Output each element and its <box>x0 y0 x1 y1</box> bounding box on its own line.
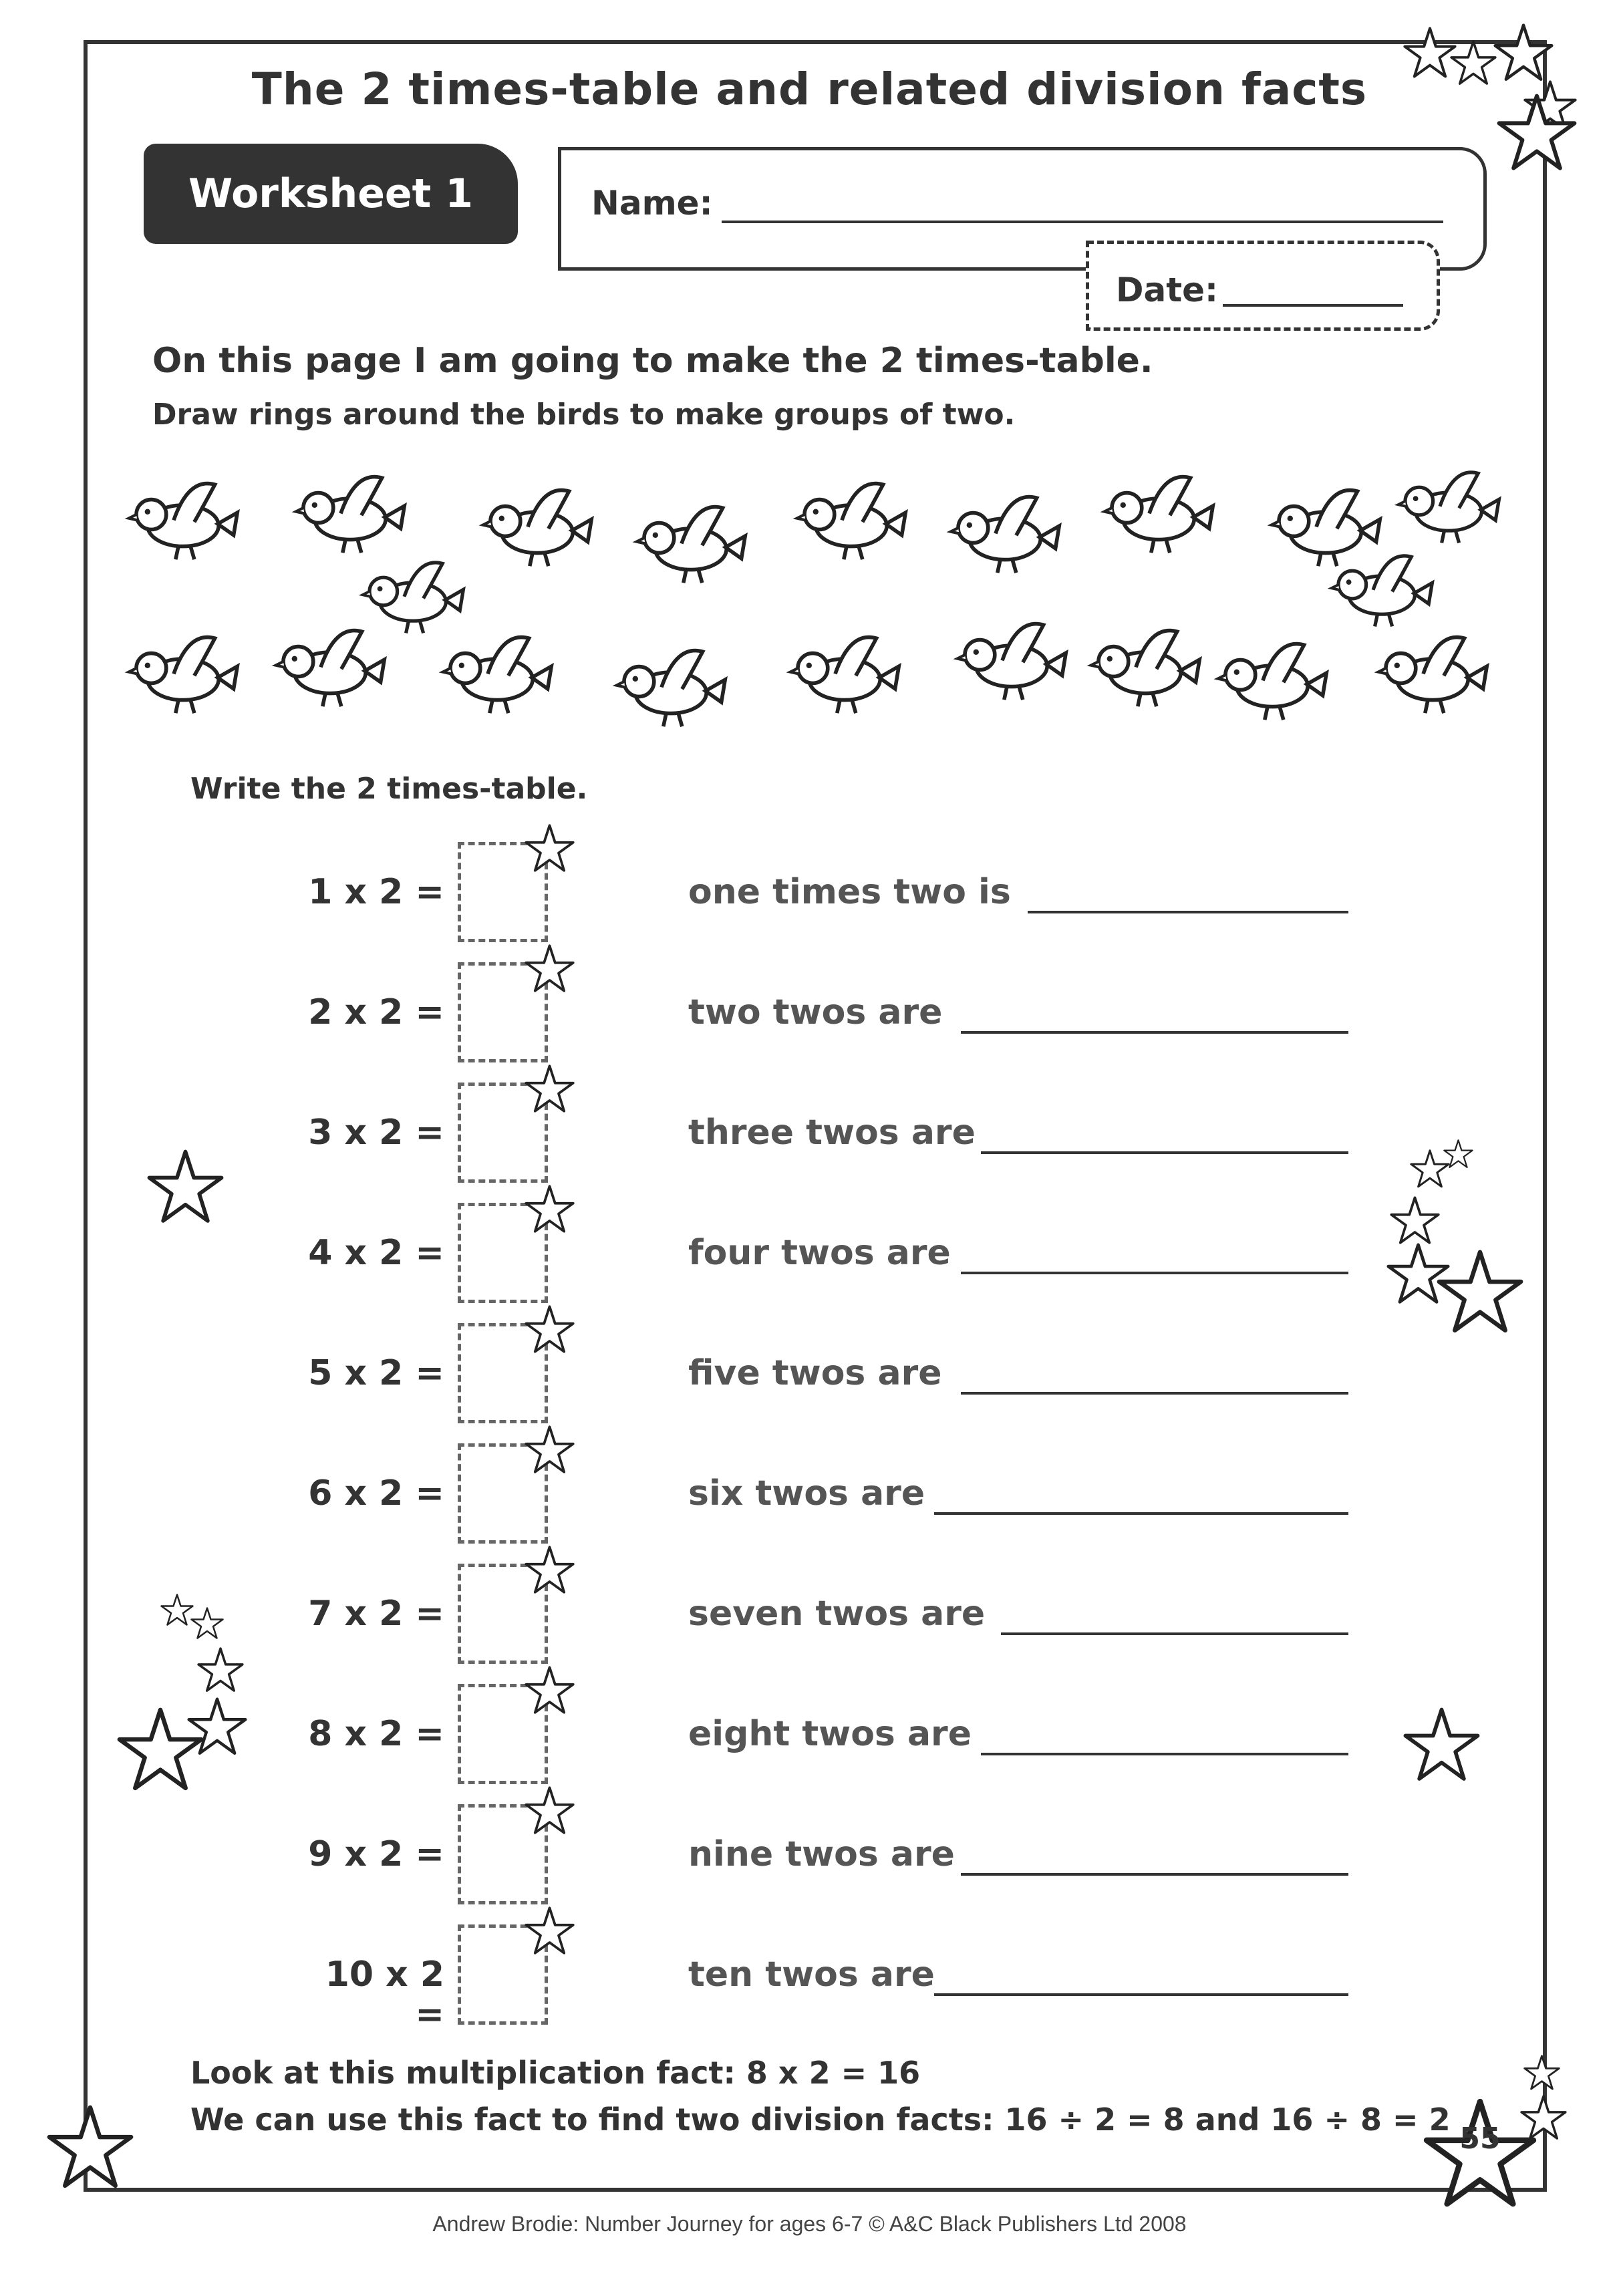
equation: 5 x 2 = <box>308 1353 444 1393</box>
equation: 7 x 2 = <box>308 1594 444 1634</box>
star-icon <box>1437 1250 1523 1336</box>
page-number: 55 <box>1459 2122 1501 2156</box>
words-sentence: three twos are <box>688 1113 976 1153</box>
star-icon <box>160 1594 194 1627</box>
words-answer-line[interactable] <box>961 1873 1348 1876</box>
division-facts: We can use this fact to find two division facts: 16 ÷ 2 = 8 and 16 ÷ 8 = 2 <box>190 2102 1451 2138</box>
bird-icon <box>1272 490 1380 567</box>
words-sentence: eight twos are <box>688 1714 972 1754</box>
words-answer-line[interactable] <box>981 1151 1348 1154</box>
times-table-row <box>0 1113 1619 1219</box>
bird-icon <box>958 624 1066 700</box>
words-answer-line[interactable] <box>981 1753 1348 1755</box>
bird-icon <box>1399 472 1499 543</box>
star-icon <box>190 1607 224 1640</box>
times-table-row <box>0 992 1619 1099</box>
bird-icon <box>797 484 905 560</box>
star-icon <box>525 1666 575 1716</box>
equation: 1 x 2 = <box>308 872 444 912</box>
bird-icon <box>129 484 237 560</box>
bird-icon <box>1332 556 1433 627</box>
star-icon <box>525 1906 575 1957</box>
star-icon <box>525 824 575 874</box>
bird-icon <box>637 507 745 583</box>
star-icon <box>525 1185 575 1235</box>
words-sentence: six twos are <box>688 1473 925 1514</box>
star-icon <box>1443 1139 1473 1169</box>
instruction-heading: On this page I am going to make the 2 times-table. <box>152 341 1153 381</box>
star-icon <box>1493 23 1554 84</box>
instruction-subheading: Draw rings around the birds to make groups of two. <box>152 398 1016 432</box>
star-icon <box>117 1707 204 1794</box>
star-icon <box>147 1149 224 1226</box>
star-icon <box>1523 2055 1560 2092</box>
times-table-row <box>0 1955 1619 2061</box>
words-answer-line[interactable] <box>934 1993 1348 1996</box>
star-icon <box>525 1305 575 1355</box>
bird-icon <box>1091 631 1199 707</box>
bird-icon <box>443 637 551 714</box>
words-sentence: seven twos are <box>688 1594 986 1634</box>
bird-icon <box>617 651 725 727</box>
date-label: Date: <box>1116 271 1219 309</box>
page-title: The 2 times-table and related division facts <box>251 63 1368 115</box>
star-icon <box>525 1546 575 1596</box>
times-table-row <box>0 1473 1619 1580</box>
bird-icon <box>363 563 464 633</box>
words-sentence: nine twos are <box>688 1834 955 1874</box>
times-table-row <box>0 1353 1619 1460</box>
bird-illustration <box>120 454 1510 748</box>
equation: 4 x 2 = <box>308 1233 444 1273</box>
bird-icon <box>129 637 237 714</box>
words-sentence: five twos are <box>688 1353 942 1393</box>
star-icon <box>525 944 575 994</box>
times-table-row <box>0 872 1619 979</box>
equation: 9 x 2 = <box>308 1834 444 1874</box>
bird-icon <box>1378 637 1487 714</box>
multiplication-fact: Look at this multiplication fact: 8 x 2 = 16 <box>190 2055 921 2091</box>
bird-icon <box>790 637 899 714</box>
copyright-footer: Andrew Brodie: Number Journey for ages 6-7 © A&C Black Publishers Ltd 2008 <box>432 2212 1187 2236</box>
star-icon <box>1403 1707 1480 1784</box>
worksheet-badge <box>144 144 518 244</box>
bird-icon <box>951 497 1059 573</box>
date-field[interactable] <box>1223 304 1403 307</box>
star-icon <box>47 2105 134 2192</box>
star-icon <box>525 1064 575 1115</box>
bird-icon <box>483 490 591 567</box>
words-answer-line[interactable] <box>1028 911 1348 913</box>
words-answer-line[interactable] <box>934 1512 1348 1515</box>
words-answer-line[interactable] <box>1001 1632 1348 1635</box>
equation: 8 x 2 = <box>308 1714 444 1754</box>
words-answer-line[interactable] <box>961 1392 1348 1395</box>
worksheet-label: Worksheet 1 <box>188 170 473 217</box>
equation: 6 x 2 = <box>308 1473 444 1514</box>
bird-icon <box>1105 477 1213 553</box>
star-icon <box>525 1786 575 1836</box>
words-sentence: two twos are <box>688 992 943 1032</box>
equation: 3 x 2 = <box>308 1113 444 1153</box>
times-table-row <box>0 1233 1619 1340</box>
bird-icon <box>1218 644 1326 720</box>
words-answer-line[interactable] <box>961 1272 1348 1274</box>
words-sentence: one times two is <box>688 872 1011 912</box>
name-label: Name: <box>591 184 713 223</box>
words-answer-line[interactable] <box>961 1031 1348 1034</box>
star-icon <box>1450 40 1497 87</box>
equation: 10 x 2 = <box>325 1955 444 2035</box>
name-field[interactable] <box>722 221 1443 223</box>
times-table-instruction: Write the 2 times-table. <box>190 772 588 806</box>
bird-icon <box>296 477 404 553</box>
star-icon <box>525 1425 575 1475</box>
star-icon <box>1497 94 1577 174</box>
star-icon <box>1403 27 1457 80</box>
words-sentence: ten twos are <box>688 1955 935 1995</box>
times-table-row <box>0 1834 1619 1941</box>
bird-icon <box>276 631 384 707</box>
words-sentence: four twos are <box>688 1233 951 1273</box>
equation: 2 x 2 = <box>308 992 444 1032</box>
star-icon <box>1390 1196 1440 1246</box>
star-icon <box>197 1647 244 1694</box>
